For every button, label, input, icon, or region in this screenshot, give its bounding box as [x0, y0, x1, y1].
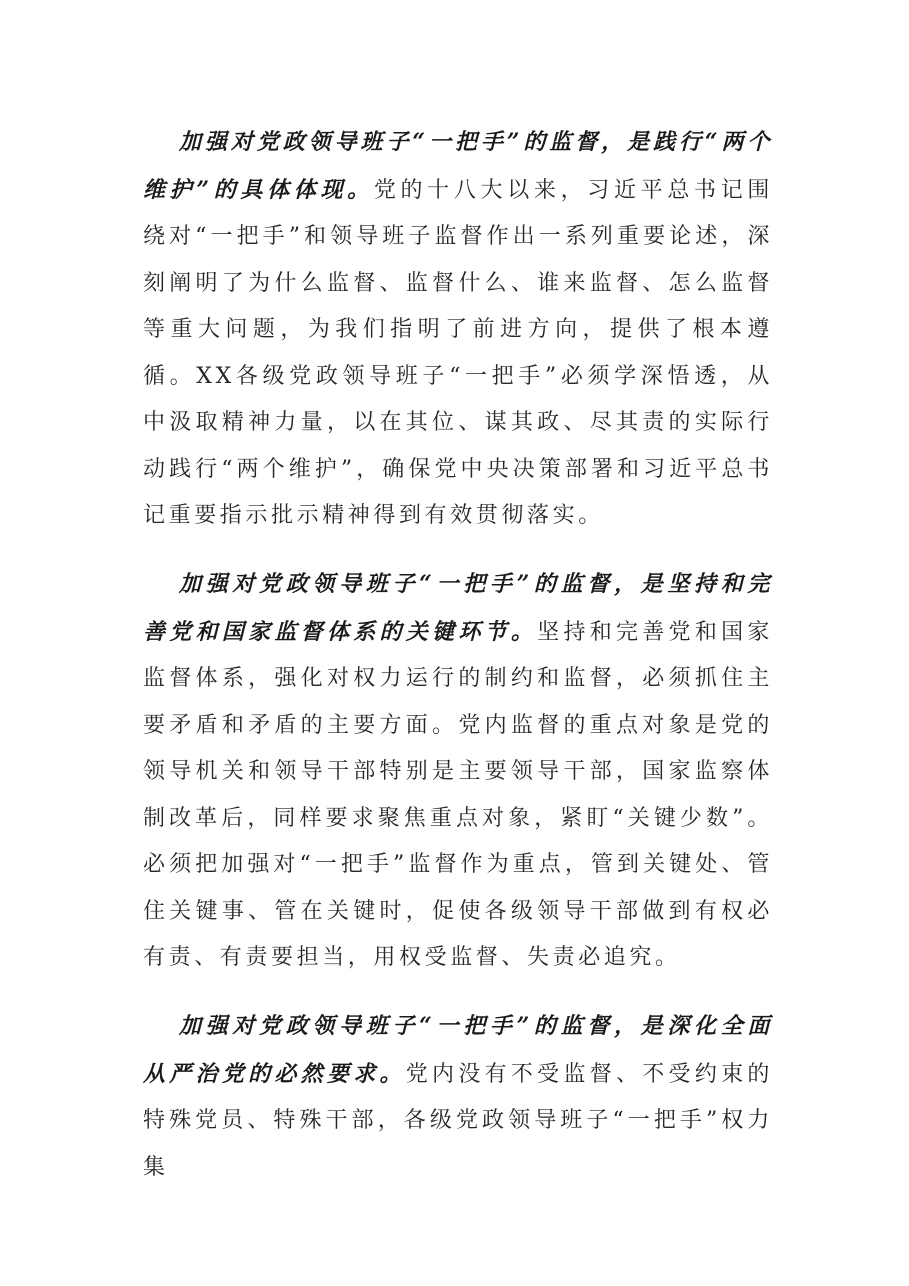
paragraph-1 — [143, 119, 773, 540]
paragraph-3 — [143, 1003, 773, 1191]
paragraph-1-lead: 加强对党政领导班子“一把手”的监督，是践行“两个维护”的具体体现。 — [143, 129, 773, 203]
paragraph-3-body: 党内没有不受监督、不受约束的特殊党员、特殊干部，各级党政领导班子“一把手”权力集 — [143, 1061, 773, 1180]
paragraph-2-lead: 加强对党政领导班子“一把手”的监督，是坚持和完善党和国家监督体系的关键环节。 — [143, 571, 773, 645]
paragraph-3-lead: 加强对党政领导班子“一把手”的监督，是深化全面从严治党的必然要求。 — [143, 1013, 773, 1087]
paragraph-2 — [143, 561, 773, 982]
paragraph-2-body: 坚持和完善党和国家监督体系，强化对权力运行的制约和监督，必须抓住主要矛盾和矛盾的主要方面。党内监督的重点对象是党的领导机关和领导干部特别是主要领导干部，国家监察体制改革后，同样要求聚焦重点对象，紧盯“关键少数”。必须把加强对“一把手”监督作为重点，管到关键处、管住关键事、管在关键时，促使各级领导干部做到有权必有责、有责要担当，用权受监督、失责必追究。 — [143, 619, 773, 970]
paragraph-1-body: 党的十八大以来，习近平总书记围绕对“一把手”和领导班子监督作出一系列重要论述，深刻阐明了为什么监督、监督什么、谁来监督、怎么监督等重大问题，为我们指明了前进方向，提供了根本遵循。XX各级党政领导班子“一把手”必须学深悟透，从中汲取精神力量，以在其位、谋其政、尽其责的实际行动践行“两个维护”，确保党中央决策部署和习近平总书记重要指示批示精神得到有效贯彻落实。 — [143, 177, 773, 528]
